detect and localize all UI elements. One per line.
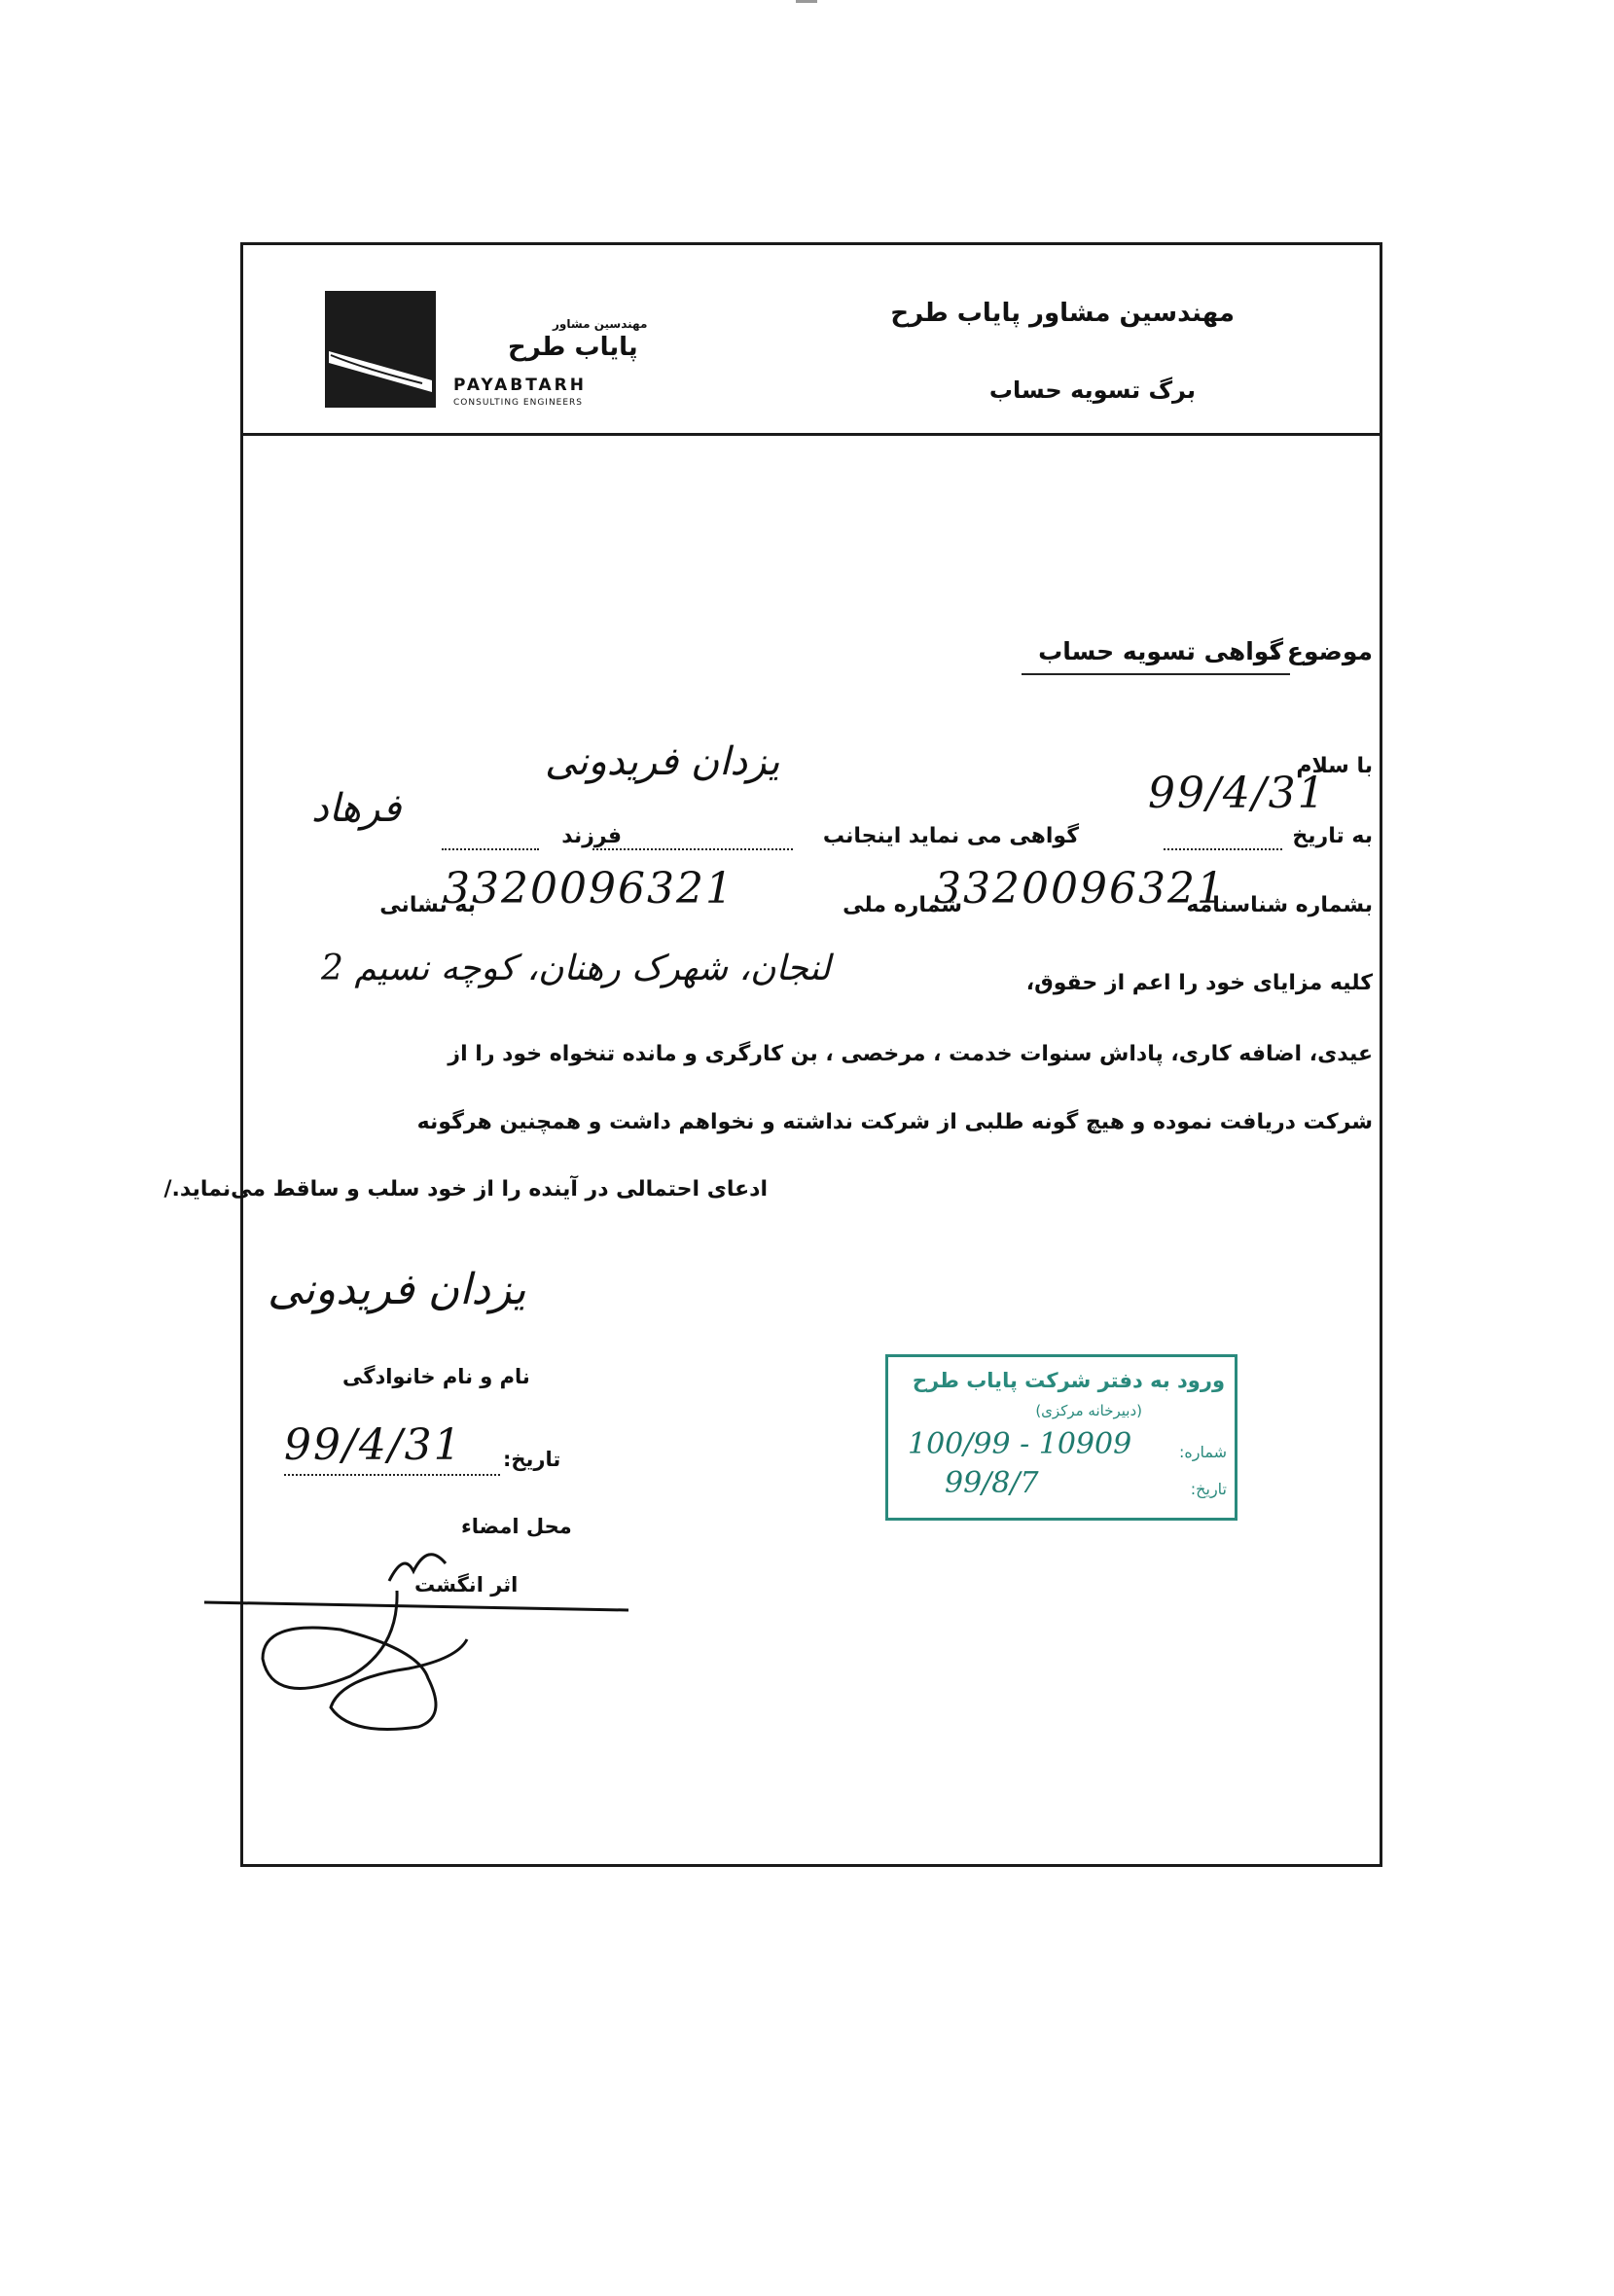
handwritten-signature-name: یزدان فریدونی: [268, 1265, 526, 1314]
date-dots: [1164, 848, 1282, 850]
body-line-6: ادعای احتمالی در آینده را از خود سلب و ساقط می‌نماید./: [163, 1177, 768, 1202]
handwritten-father-name: فرهاد: [311, 786, 402, 831]
greeting: با سلام: [1296, 754, 1373, 778]
stamp-handwritten-number: 100/99 - 10909: [908, 1427, 1132, 1461]
handwritten-signature-date: 99/4/31: [284, 1420, 463, 1470]
header-divider: [240, 433, 1382, 436]
company-logo: [325, 291, 436, 408]
logo-small-text: مهندسین مشاور: [553, 317, 648, 331]
registration-stamp: [885, 1354, 1237, 1521]
stamp-date-label: تاریخ:: [1190, 1480, 1227, 1498]
logo-english-subtitle: CONSULTING ENGINEERS: [453, 398, 584, 408]
national-number-label: شماره ملی: [843, 893, 962, 917]
logo-persian-name: پایاب طرح: [508, 333, 638, 362]
signature-date-dots: [284, 1474, 500, 1476]
certify-text: گواهی می نماید اینجانب: [822, 824, 1079, 848]
company-name: مهندسین مشاور پایاب طرح: [890, 299, 1235, 328]
benefits-text: کلیه مزایای خود را اعم از حقوق،: [1025, 971, 1373, 995]
father-dots: [442, 848, 539, 850]
body-line-4: عیدی، اضافه کاری، پاداش سنوات خدمت ، مرخصی ، بن کارگری و مانده تنخواه خود را از: [448, 1042, 1373, 1066]
child-label: فرزند: [561, 824, 622, 848]
signature-scribble: [195, 1513, 642, 1746]
subject-underline: [1022, 673, 1290, 675]
handwritten-address: لنجان، شهرک رهنان، کوچه نسیم 2: [321, 949, 831, 988]
logo-english-name: PAYABTARH: [453, 376, 587, 395]
stamp-handwritten-date: 99/8/7: [945, 1466, 1039, 1500]
subject-label: موضوع :: [1269, 637, 1373, 665]
signature-place-label: محل امضاء: [461, 1515, 572, 1538]
date-label: به تاریخ: [1292, 824, 1373, 848]
body-line-5: شرکت دریافت نموده و هیچ گونه طلبی از شرکت نداشته و نخواهم داشت و همچنین هرگونه: [416, 1110, 1373, 1134]
subject-value: گواهی تسویه حساب: [1038, 637, 1283, 665]
handwritten-id-number: 3320096321: [934, 864, 1226, 914]
signature-date-label: تاریخ:: [503, 1448, 561, 1471]
handwritten-date: 99/4/31: [1148, 769, 1327, 818]
name-label: نام و نام خانوادگی: [342, 1365, 530, 1388]
fingerprint-label: اثر انگشت: [414, 1573, 519, 1596]
handwritten-national-number: 3320096321: [443, 864, 735, 914]
stamp-title: ورود به دفتر شرکت پایاب طرح: [912, 1369, 1225, 1392]
stamp-number-label: شماره:: [1178, 1443, 1227, 1461]
id-number-label: بشماره شناسنامه: [1186, 893, 1373, 917]
handwritten-name: یزدان فریدونی: [545, 739, 780, 784]
form-title: برگ تسویه حساب: [988, 377, 1196, 404]
scan-mark: [796, 0, 817, 3]
stamp-subtitle: (دبیرخانه مرکزی): [1035, 1402, 1142, 1419]
address-label: به نشانی: [379, 893, 476, 917]
name-dots: [592, 848, 793, 850]
